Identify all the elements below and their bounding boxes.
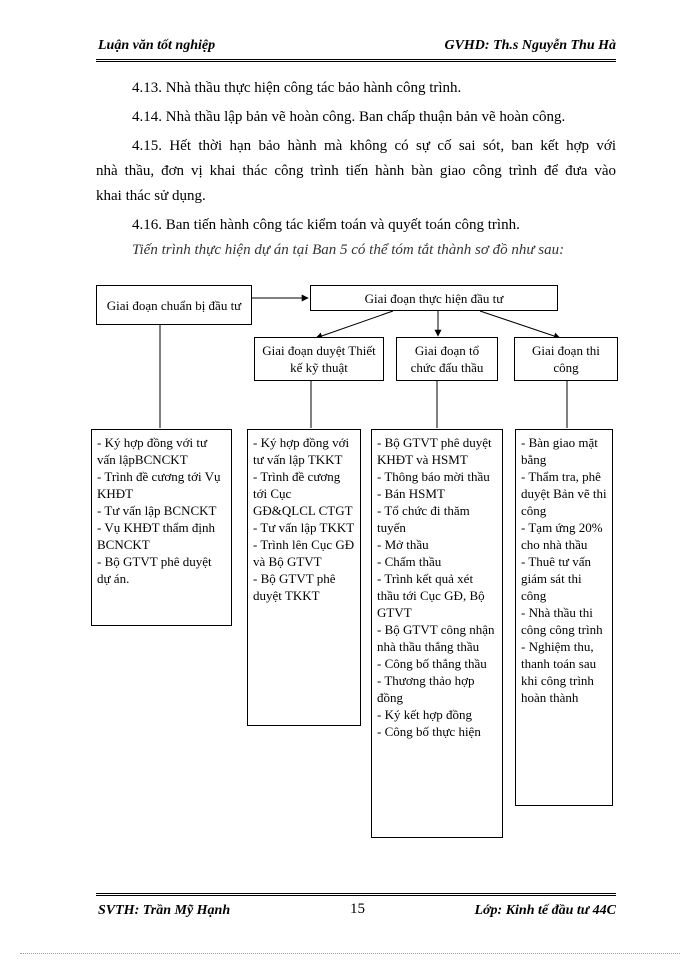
box-impl-title: Giai đoạn thực hiện đầu tư (310, 285, 558, 311)
page-number: 15 (350, 901, 365, 917)
bidding-item: - Bán HSMT (377, 485, 497, 502)
prep-item: - Trình đề cương tới Vụ KHĐT (97, 468, 226, 502)
paragraph-4-16: 4.16. Ban tiến hành công tác kiểm toán và quyết toán công trình. (132, 217, 520, 233)
footer-rule-2 (96, 895, 616, 896)
bidding-item: - Bộ GTVT phê duyệt KHĐT và HSMT (377, 434, 497, 468)
bidding-item: - Thương thảo hợp đồng (377, 672, 497, 706)
prep-item: - Bộ GTVT phê duyệt dự án. (97, 553, 226, 587)
box-bidding-list (371, 429, 503, 838)
design-list (253, 434, 355, 604)
box-prep-title: Giai đoạn chuẩn bị đầu tư (96, 285, 252, 325)
box-construction-list (515, 429, 613, 806)
bidding-item: - Chấm thầu (377, 553, 497, 570)
construction-item: - Bàn giao mặt bằng (521, 434, 607, 468)
bidding-list (377, 434, 497, 740)
header-title: Luận văn tốt nghiệp (98, 38, 216, 53)
construction-item: - Nhà thầu thi công công trình (521, 604, 607, 638)
construction-item: - Thẩm tra, phê duyệt Bản vẽ thi công (521, 468, 607, 519)
bidding-item: - Công bố thực hiện (377, 723, 497, 740)
paragraph-4-14: 4.14. Nhà thầu lập bản vẽ hoàn công. Ban chấp thuận bản vẽ hoàn công. (132, 109, 566, 125)
bidding-item: - Tổ chức đi thăm tuyến (377, 502, 497, 536)
design-item: - Trình đề cương tới Cục GĐ&QLCL CTGT (253, 468, 355, 519)
construction-item: - Nghiệm thu, thanh toán sau khi công trình hoàn thành (521, 638, 607, 706)
header-supervisor: GVHD: Th.s Nguyễn Thu Hà (444, 38, 616, 53)
design-item: - Ký hợp đồng với tư vấn lập TKKT (253, 434, 355, 468)
bidding-item: - Trình kết quả xét thầu tới Cục GĐ, Bộ GTVT (377, 570, 497, 621)
footer-student: SVTH: Trần Mỹ Hạnh (98, 903, 231, 918)
construction-list (521, 434, 607, 706)
construction-item: - Thuê tư vấn giám sát thi công (521, 553, 607, 604)
prep-item: - Vụ KHĐT thẩm định BCNCKT (97, 519, 226, 553)
bidding-item: - Mở thầu (377, 536, 497, 553)
arrow-impl-to-design (316, 311, 393, 338)
box-design-list (247, 429, 361, 726)
paragraph-4-13: 4.13. Nhà thầu thực hiện công tác bảo hành công trình. (132, 80, 462, 96)
paragraph-4-15-line2: nhà thầu, đơn vị khai thác công trình tiến hành bàn giao công trình để đưa vào (96, 163, 616, 179)
bidding-item: - Bộ GTVT công nhận nhà thầu thắng thầu (377, 621, 497, 655)
bidding-item: - Thông báo mời thầu (377, 468, 497, 485)
footer-rule (96, 893, 616, 894)
bidding-item: - Công bố thắng thầu (377, 655, 497, 672)
footer-class: Lớp: Kinh tế đầu tư 44C (474, 903, 616, 918)
design-item: - Trình lên Cục GĐ và Bộ GTVT (253, 536, 355, 570)
box-design-title: Giai đoạn duyệt Thiết kế kỹ thuật (254, 337, 384, 381)
box-prep-list (91, 429, 232, 626)
prep-item: - Ký hợp đồng với tư vấn lậpBCNCKT (97, 434, 226, 468)
design-item: - Bộ GTVT phê duyệt TKKT (253, 570, 355, 604)
diagram-intro: Tiến trình thực hiện dự án tại Ban 5 có thể tóm tắt thành sơ đồ như sau: (132, 242, 565, 258)
bidding-item: - Ký kết hợp đồng (377, 706, 497, 723)
paragraph-4-15-line3: khai thác sử dụng. (96, 188, 206, 204)
page-edge (20, 953, 680, 954)
box-construction-title: Giai đoạn thi công (514, 337, 618, 381)
paragraph-4-15-line1: 4.15. Hết thời hạn bảo hành mà không có sự cố sai sót, ban kết hợp với (132, 138, 616, 154)
arrow-impl-to-construction (480, 311, 560, 338)
prep-list (97, 434, 226, 587)
box-bidding-title: Giai đoạn tổ chức đấu thầu (396, 337, 498, 381)
construction-item: - Tạm ứng 20% cho nhà thầu (521, 519, 607, 553)
design-item: - Tư vấn lập TKKT (253, 519, 355, 536)
prep-item: - Tư vấn lập BCNCKT (97, 502, 226, 519)
